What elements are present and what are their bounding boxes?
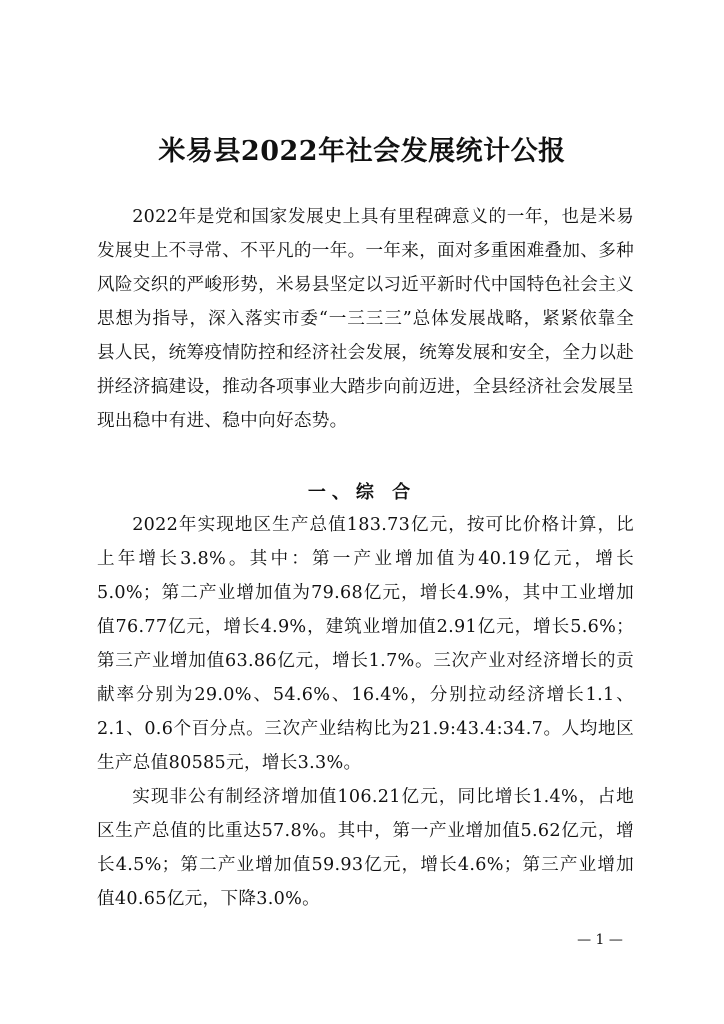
section-heading: 一、综 合: [307, 482, 417, 503]
page-number: — 1 —: [577, 932, 623, 948]
section-paragraph: 2022年实现地区生产总值183.73亿元，按可比价格计算，比上年增长3.8%。其中：第一产业增加值为40.19亿元，增长5.0%；第二产业增加值为79.68亿元，增长4.9%，其中工业增加值76.77亿元，增长4.9%，建筑业增加值2.91亿元，增长5.6%；第三产业增加值63.86亿元，增长1.7%。三次产业对经济增长的贡献率分别为29.0%、54.6%、16.4%，分别拉动经济增长1.1、2.1、0.6个百分点。三次产业结构比为21.9:43.4:34.7。人均地区生产总值80585元，增长3.3%。: [97, 515, 634, 773]
intro-paragraph: 2022年是党和国家发展史上具有里程碑意义的一年，也是米易发展史上不寻常、不平凡的一年。一年来，面对多重困难叠加、多种风险交织的严峻形势，米易县坚定以习近平新时代中国特色社会主义思想为指导，深入落实市委“一三三三”总体发展战略，紧紧依靠全县人民，统筹疫情防控和经济社会发展，统筹发展和安全，全力以赴拼经济搞建设，推动各项事业大踏步向前迈进，全县经济社会发展呈现出稳中有进、稳中向好态势。: [97, 207, 634, 431]
intro-paragraph-block: [97, 200, 634, 438]
section-body: [97, 508, 634, 916]
section-paragraph: 实现非公有制经济增加值106.21亿元，同比增长1.4%，占地区生产总值的比重达57.8%。其中，第一产业增加值5.62亿元，增长4.5%；第二产业增加值59.93亿元，增长4.6%；第三产业增加值40.65亿元，下降3.0%。: [97, 787, 634, 909]
document-title: 米易县2022年社会发展统计公报: [158, 136, 566, 167]
